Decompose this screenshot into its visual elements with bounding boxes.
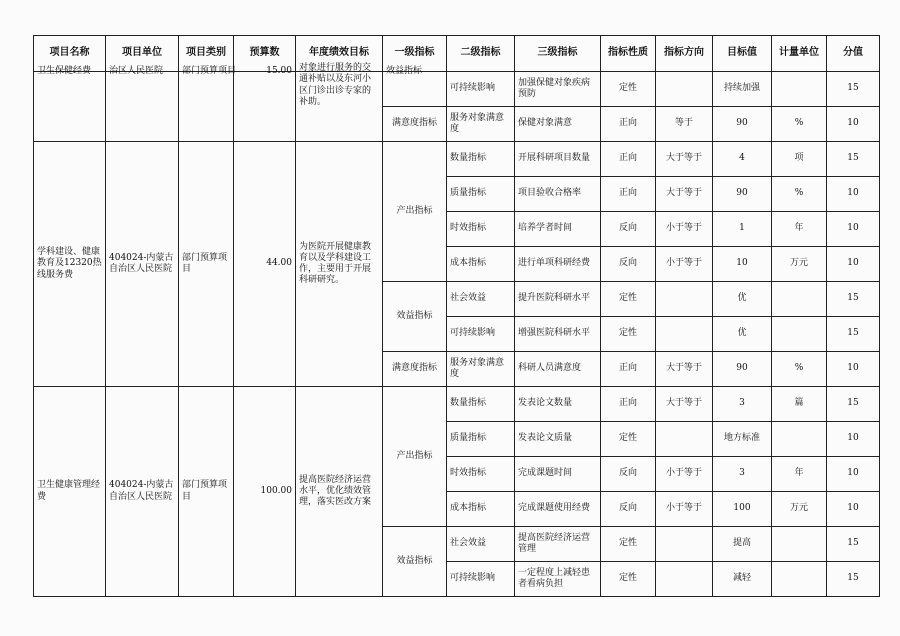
direction-cell xyxy=(656,317,713,352)
level3-cell: 保健对象满意 xyxy=(515,107,601,142)
nature-cell: 定性 xyxy=(601,422,656,457)
level2-cell: 社会效益 xyxy=(447,527,515,562)
score-cell: 10 xyxy=(827,457,880,492)
project-budget-cell: 44.00 xyxy=(234,142,296,387)
direction-cell: 大于等于 xyxy=(656,352,713,387)
nature-cell: 反向 xyxy=(601,492,656,527)
direction-cell: 大于等于 xyxy=(656,142,713,177)
header-cell: 目标值 xyxy=(713,36,772,72)
level3-cell: 增强医院科研水平 xyxy=(515,317,601,352)
score-cell: 10 xyxy=(827,422,880,457)
level2-cell: 可持续影响 xyxy=(447,562,515,597)
project-category-cell: 部门预算项目 xyxy=(179,72,234,142)
table-row xyxy=(34,387,880,422)
project-budget-cell: 100.00 xyxy=(234,387,296,597)
unit-cell: 万元 xyxy=(772,247,827,282)
unit-cell xyxy=(772,317,827,352)
target-cell: 10 xyxy=(713,247,772,282)
project-name-cell: 卫生保健经费 xyxy=(34,72,106,142)
project-unit-cell: 404024-内蒙古自治区人民医院 xyxy=(106,387,179,597)
target-cell: 90 xyxy=(713,177,772,212)
direction-cell xyxy=(656,282,713,317)
direction-cell: 小于等于 xyxy=(656,247,713,282)
project-category-cell: 部门预算项目 xyxy=(179,142,234,387)
level3-cell: 加强保健对象疾病预防 xyxy=(515,72,601,107)
score-cell: 10 xyxy=(827,492,880,527)
level1-cell: 满意度指标 xyxy=(383,107,447,142)
level3-cell: 一定程度上减轻患者看病负担 xyxy=(515,562,601,597)
project-goal-cell: 提高医院经济运营水平，优化绩效管理，落实医改方案 xyxy=(296,387,383,597)
nature-cell: 正向 xyxy=(601,107,656,142)
level1-cell: 满意度指标 xyxy=(383,352,447,387)
unit-cell xyxy=(772,72,827,107)
header-cell: 指标方向 xyxy=(656,36,713,72)
level1-cell: 效益指标 xyxy=(383,72,447,107)
score-cell: 10 xyxy=(827,107,880,142)
level3-cell: 提高医院经济运营管理 xyxy=(515,527,601,562)
direction-cell: 大于等于 xyxy=(656,387,713,422)
level2-cell: 成本指标 xyxy=(447,247,515,282)
level2-cell: 成本指标 xyxy=(447,492,515,527)
level3-cell: 进行单项科研经费 xyxy=(515,247,601,282)
level1-cell: 产出指标 xyxy=(383,387,447,527)
header-cell: 一级指标 xyxy=(383,36,447,72)
target-cell: 优 xyxy=(713,317,772,352)
unit-cell: 年 xyxy=(772,457,827,492)
target-cell: 减轻 xyxy=(713,562,772,597)
nature-cell: 定性 xyxy=(601,562,656,597)
unit-cell xyxy=(772,562,827,597)
header-cell: 预算数 xyxy=(234,36,296,72)
level2-cell: 时效指标 xyxy=(447,457,515,492)
table-row xyxy=(34,72,880,107)
score-cell: 10 xyxy=(827,177,880,212)
level2-cell: 数量指标 xyxy=(447,142,515,177)
level3-cell: 提升医院科研水平 xyxy=(515,282,601,317)
direction-cell: 小于等于 xyxy=(656,457,713,492)
unit-cell: 项 xyxy=(772,142,827,177)
unit-cell: 万元 xyxy=(772,492,827,527)
direction-cell: 小于等于 xyxy=(656,212,713,247)
target-cell: 优 xyxy=(713,282,772,317)
target-cell: 1 xyxy=(713,212,772,247)
project-goal-cell: 对象进行服务的交通补贴以及东河小区门诊出诊专家的补助。 xyxy=(296,72,383,142)
direction-cell xyxy=(656,422,713,457)
header-cell: 项目单位 xyxy=(106,36,179,72)
header-cell: 二级指标 xyxy=(447,36,515,72)
target-cell: 100 xyxy=(713,492,772,527)
direction-cell: 大于等于 xyxy=(656,177,713,212)
nature-cell: 定性 xyxy=(601,317,656,352)
unit-cell: % xyxy=(772,352,827,387)
unit-cell xyxy=(772,527,827,562)
score-cell: 15 xyxy=(827,282,880,317)
header-cell: 年度绩效目标 xyxy=(296,36,383,72)
header-cell: 分值 xyxy=(827,36,880,72)
target-cell: 3 xyxy=(713,387,772,422)
level3-cell: 开展科研项目数量 xyxy=(515,142,601,177)
direction-cell: 等于 xyxy=(656,107,713,142)
score-cell: 15 xyxy=(827,142,880,177)
level3-cell: 完成课题使用经费 xyxy=(515,492,601,527)
nature-cell: 正向 xyxy=(601,142,656,177)
level3-cell: 发表论文质量 xyxy=(515,422,601,457)
nature-cell: 定性 xyxy=(601,282,656,317)
nature-cell: 正向 xyxy=(601,177,656,212)
score-cell: 15 xyxy=(827,527,880,562)
unit-cell xyxy=(772,422,827,457)
score-cell: 15 xyxy=(827,562,880,597)
project-goal-cell: 为医院开展健康教育以及学科建设工作，主要用于开展科研研究。 xyxy=(296,142,383,387)
score-cell: 10 xyxy=(827,247,880,282)
direction-cell xyxy=(656,72,713,107)
score-cell: 15 xyxy=(827,317,880,352)
header-cell: 项目类别 xyxy=(179,36,234,72)
score-cell: 10 xyxy=(827,352,880,387)
level1-cell: 效益指标 xyxy=(383,527,447,597)
level3-cell: 发表论文数量 xyxy=(515,387,601,422)
level3-cell: 完成课题时间 xyxy=(515,457,601,492)
project-name-cell: 卫生健康管理经费 xyxy=(34,387,106,597)
target-cell: 3 xyxy=(713,457,772,492)
level3-cell: 项目验收合格率 xyxy=(515,177,601,212)
nature-cell: 正向 xyxy=(601,352,656,387)
nature-cell: 反向 xyxy=(601,247,656,282)
unit-cell: % xyxy=(772,107,827,142)
level2-cell: 服务对象满意度 xyxy=(447,107,515,142)
target-cell: 持续加强 xyxy=(713,72,772,107)
direction-cell xyxy=(656,562,713,597)
project-name-cell: 学科建设、健康教育及12320热线服务费 xyxy=(34,142,106,387)
score-cell: 15 xyxy=(827,72,880,107)
project-unit-cell: 404024-内蒙古自治区人民医院 xyxy=(106,142,179,387)
unit-cell: 篇 xyxy=(772,387,827,422)
nature-cell: 定性 xyxy=(601,72,656,107)
level2-cell: 数量指标 xyxy=(447,387,515,422)
unit-cell: 年 xyxy=(772,212,827,247)
unit-cell: % xyxy=(772,177,827,212)
level2-cell: 可持续影响 xyxy=(447,72,515,107)
target-cell: 90 xyxy=(713,352,772,387)
level2-cell: 质量指标 xyxy=(447,422,515,457)
target-cell: 90 xyxy=(713,107,772,142)
level2-cell: 质量指标 xyxy=(447,177,515,212)
nature-cell: 正向 xyxy=(601,387,656,422)
header-cell: 项目名称 xyxy=(34,36,106,72)
level1-cell: 效益指标 xyxy=(383,282,447,352)
header-cell: 指标性质 xyxy=(601,36,656,72)
performance-table xyxy=(33,35,880,597)
direction-cell: 小于等于 xyxy=(656,492,713,527)
header-cell: 计量单位 xyxy=(772,36,827,72)
unit-cell xyxy=(772,282,827,317)
level2-cell: 时效指标 xyxy=(447,212,515,247)
score-cell: 15 xyxy=(827,387,880,422)
level3-cell: 培养学者时间 xyxy=(515,212,601,247)
level1-cell: 产出指标 xyxy=(383,142,447,282)
level3-cell: 科研人员满意度 xyxy=(515,352,601,387)
level2-cell: 可持续影响 xyxy=(447,317,515,352)
project-budget-cell: 15.00 xyxy=(234,72,296,142)
project-category-cell: 部门预算项目 xyxy=(179,387,234,597)
table-row xyxy=(34,142,880,177)
nature-cell: 反向 xyxy=(601,457,656,492)
level2-cell: 社会效益 xyxy=(447,282,515,317)
direction-cell xyxy=(656,527,713,562)
project-unit-cell: 治区人民医院 xyxy=(106,72,179,142)
target-cell: 提高 xyxy=(713,527,772,562)
score-cell: 10 xyxy=(827,212,880,247)
target-cell: 4 xyxy=(713,142,772,177)
nature-cell: 定性 xyxy=(601,527,656,562)
target-cell: 地方标准 xyxy=(713,422,772,457)
level2-cell: 服务对象满意度 xyxy=(447,352,515,387)
header-cell: 三级指标 xyxy=(515,36,601,72)
nature-cell: 反向 xyxy=(601,212,656,247)
